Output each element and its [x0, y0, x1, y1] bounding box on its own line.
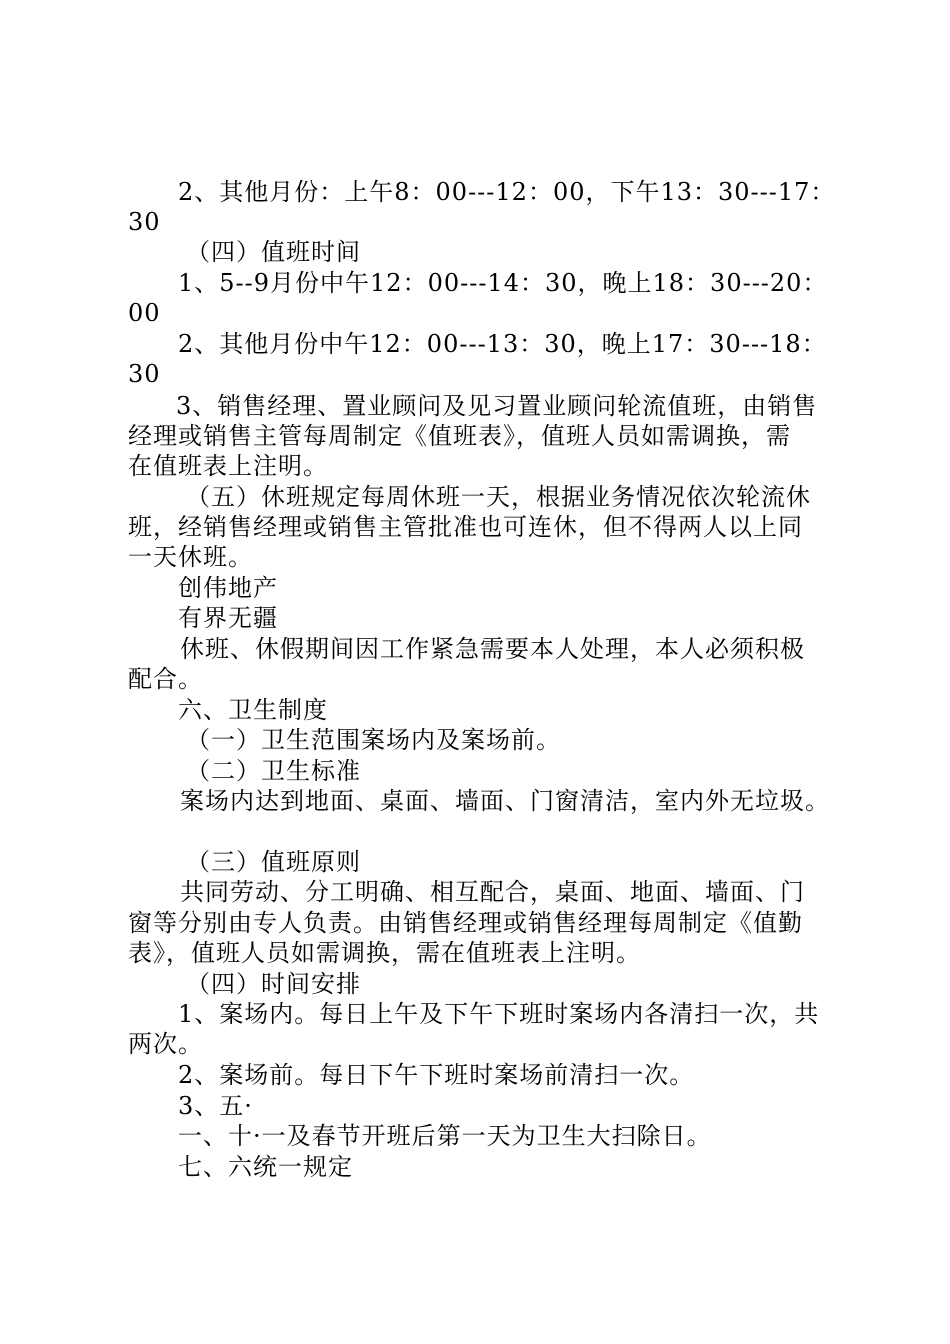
text-line: 共同劳动、分工明确、相互配合，桌面、地面、墙面、门: [180, 878, 805, 906]
text-line: 30: [128, 208, 161, 236]
text-line: （五）休班规定每周休班一天，根据业务情况依次轮流休: [186, 483, 811, 511]
text-line: 有界无疆: [178, 604, 278, 632]
text-line: 两次。: [128, 1030, 203, 1058]
text-line: 在值班表上注明。: [128, 452, 328, 480]
text-line: 2、案场前。每日下午下班时案场前清扫一次。: [178, 1061, 695, 1089]
text-line: 班，经销售经理或销售主管批准也可连休，但不得两人以上同: [128, 513, 803, 541]
text-line: 3、销售经理、置业顾问及见习置业顾问轮流值班，由销售: [176, 392, 818, 420]
text-line: 表》，值班人员如需调换，需在值班表上注明。: [128, 939, 641, 967]
text-line: 配合。: [128, 665, 203, 693]
text-line: （四）时间安排: [186, 970, 361, 998]
text-line: 创伟地产: [178, 574, 278, 602]
text-line: 1、5--9月份中午12：00---14：30，晚上18：30---20：: [178, 269, 828, 297]
text-line: 00: [128, 299, 161, 327]
text-line: 一、十·一及春节开班后第一天为卫生大扫除日。: [178, 1122, 712, 1150]
text-line: 30: [128, 360, 161, 388]
text-line: （四）值班时间: [186, 238, 361, 266]
section-heading: 六、卫生制度: [178, 696, 328, 724]
text-line: 休班、休假期间因工作紧急需要本人处理，本人必须积极: [180, 635, 805, 663]
text-line: 3、五·: [178, 1092, 253, 1120]
text-line: （一）卫生范围案场内及案场前。: [186, 726, 561, 754]
text-line: 案场内达到地面、桌面、墙面、门窗清洁，室内外无垃圾。: [180, 787, 830, 815]
text-line: 2、其他月份：上午8：00---12：00，下午13：30---17：: [178, 178, 836, 206]
text-line: 经理或销售主管每周制定《值班表》，值班人员如需调换，需: [128, 422, 791, 450]
section-heading: 七、六统一规定: [178, 1153, 353, 1181]
text-line: 2、其他月份中午12：00---13：30，晚上17：30---18：: [178, 330, 827, 358]
text-line: 窗等分别由专人负责。由销售经理或销售经理每周制定《值勤: [128, 909, 803, 937]
text-line: 1、案场内。每日上午及下午下班时案场内各清扫一次，共: [178, 1000, 820, 1028]
text-line: （三）值班原则: [186, 848, 361, 876]
text-line: （二）卫生标准: [186, 757, 361, 785]
text-line: 一天休班。: [128, 543, 253, 571]
